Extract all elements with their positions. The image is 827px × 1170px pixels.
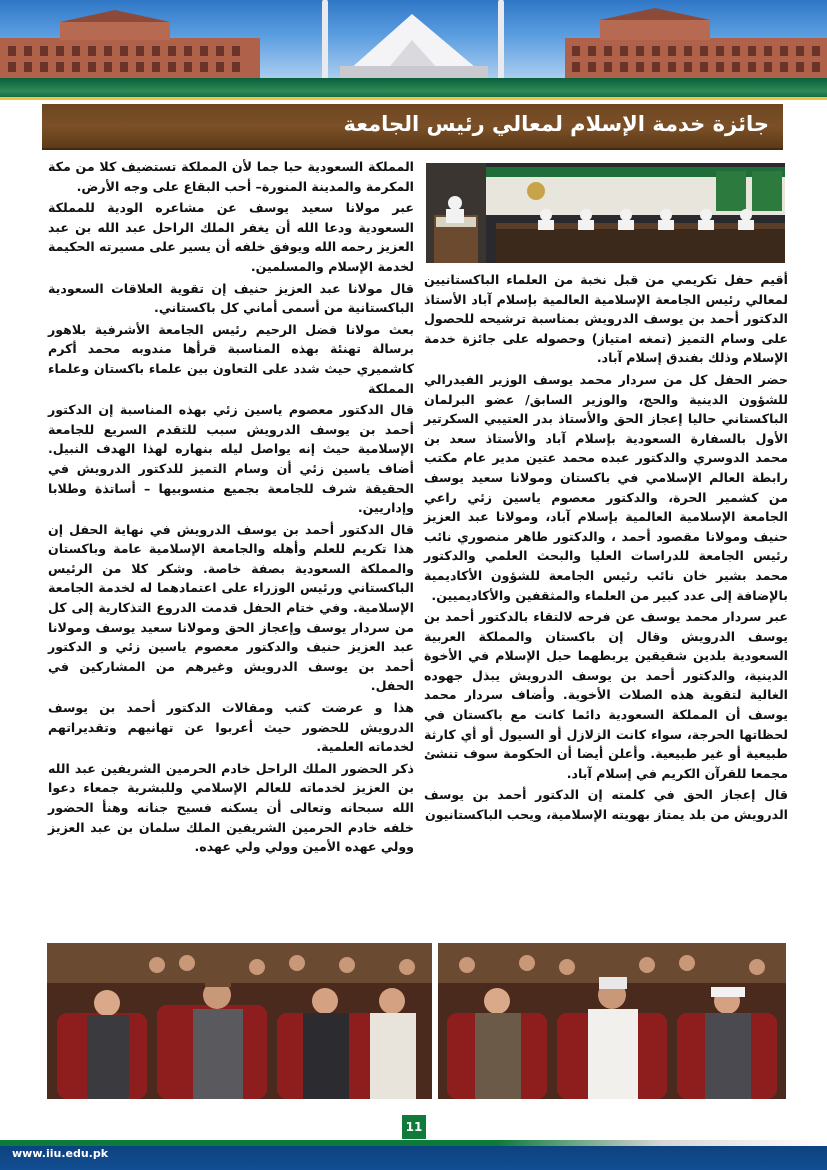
article-column-right (424, 270, 788, 938)
article-title-banner (42, 104, 783, 150)
audience-photo (47, 943, 786, 1099)
conference-stage-illustration (426, 163, 785, 263)
paragraph: عبر مولانا سعيد يوسف عن مشاعره الودية للمملكة السعودية ودعا الله أن يغفر الملك الراحل عبد الله بن عبد العزيز رحمه الله ويوفق خلفه أن يسير على مسيرته الحكيمة لخدمة الإسلام والمسلمين. (48, 200, 414, 274)
article-column-left (48, 157, 414, 932)
paragraph: أقيم حفل تكريمي من قبل نخبة من العلماء الباكستانيين لمعالي رئيس الجامعة الإسلامية العالمية بإسلام آباد الأستاذ الدكتور أحمد بن يوسف الدرويش بمناسبة ترشيحه للحصول على وسام التميز (تمغه امتياز) وحصوله على جائزة خدمة الإسلام وذلك بفندق إسلام آباد. (424, 272, 788, 366)
paragraph: قال الدكتور أحمد بن يوسف الدرويش في نهاية الحفل إن هذا تكريم للعلم وأهله والجامعة الإسلامية عامة وباكستان والمملكة السعودية بصفة خاصة. وشكر كلا من الرئيس الباكستاني ورئيس الوزراء على اعتمادهما له لخدمة الجامعة الإسلامية. وفي ختام الحفل قدمت الدروع التذكارية إلى كل من سردار يوسف وإعجاز الحق ومولانا سعيد يوسف ومولانا عبد العزيز حنيف والدكتور معصوم ياسين زئي و الدكتور أحمد بن يوسف الدرويش وغيرهم من المشاركين في الحفل. (48, 521, 414, 694)
paragraph: بعث مولانا فضل الرحيم رئيس الجامعة الأشرفية بلاهور برسالة تهنئة بهذه المناسبة قرأها مندوبه محمد أكرم كاشميري حيث شدد على التعاون بين علماء باكستان وعلماء المملكة (48, 321, 414, 396)
paragraph: عبر سردار محمد يوسف عن فرحه لالتقاء بالدكتور أحمد بن يوسف الدرويش وقال إن باكستان والمملكة العربية السعودية بلدين شقيقين يربطهما حبل الإسلام في الأخوة الدينية، والدكتور أحمد بن يوسف الدرويش يبذل جهوده الغالية لتقوية هذه الصلات الأخوية. وأضاف سردار محمد يوسف أن المملكة السعودية دائما كانت مع باكستان في لحظاتها الحرجة، سواء كانت الزلازل أو السيول أو أي كارثة طبيعية أو غير طبيعية. وأعلن أيضا أن الحكومة سوف تنشئ مجمعا للقرآن الكريم في إسلام آباد. (424, 609, 788, 781)
footer-band (0, 1140, 827, 1170)
paragraph: حضر الحفل كل من سردار محمد يوسف الوزير الفيدرالي للشؤون الدينية والحج، والوزير السابق/ عضو البرلمان الباكستاني حاليا إعجاز الحق والأستاذ بدر العتيبي السكرتير الأول بالسفارة السعودية بإسلام آباد والأستاذ سعد بن محمد الدوسري والدكتور عبده محمد عتين مدير عام مكتب رابطة العالم الإسلامي في باكستان ومولانا سعيد يوسف من كشمير الحرة، والدكتور معصوم ياسين زئي راعي الجامعة الإسلامية العالمية بإسلام آباد، ومولانا عبد العزيز حنيف ومولانا مقصود أحمد ، والدكتور طاهر منصوري نائب رئيس الجامعة للدراسات العليا والبحث العلمي والدكتور محمد بشير خان نائب رئيس الجامعة للشؤون الأكاديمية بالإضافة إلى عدد كبير من العلماء والمثقفين والأكاديميين. (424, 371, 788, 603)
paragraph: قال مولانا عبد العزيز حنيف إن تقوية العلاقات السعودية الباكستانية من أسمى أماني كل باكستاني. (48, 280, 414, 316)
paragraph: هذا و عرضت كتب ومقالات الدكتور أحمد بن يوسف الدرويش للحضور حيث أعربوا عن تهانيهم وتقديراتهم لخدماته العلمية. (48, 700, 414, 755)
paragraph: قال الدكتور معصوم ياسين زئي بهذه المناسبة إن الدكتور أحمد بن يوسف الدرويش سبب للتقدم السريع للجامعة الإسلامية حيث إنه يواصل ليله بنهاره لهذا الهدف النبيل. أضاف ياسين زئي أن وسام التميز للدكتور الدرويش في الحقيقة شرف للجامعة بجميع منسوبيها – أساتذة وطلابا وإداريين. (48, 402, 414, 516)
page-number: 11 (402, 1115, 426, 1139)
paragraph: المملكة السعودية حبا جما لأن المملكة تستضيف كلا من مكة المكرمة والمدينة المنورة– أحب البقاع على وجه الأرض. (48, 159, 414, 194)
header-green-rule (0, 78, 827, 100)
footer-website-link[interactable]: www.iiu.edu.pk (12, 1147, 109, 1160)
header-photo-band (0, 0, 827, 78)
conference-stage-photo (426, 163, 785, 263)
article-title: جائزة خدمة الإسلام لمعالي رئيس الجامعة (343, 112, 769, 136)
audience-illustration (47, 943, 786, 1099)
paragraph: ذكر الحضور الملك الراحل خادم الحرمين الشريفين عبد الله بن العزيز لخدماته للعالم الإسلامي وللبشرية جمعاء دعوا الله سبحانه وتعالى أن يسكنه فسيح جنانه وهنأ الحضور خلفه خادم الحرمين الشريفين الملك سلمان بن عبد العزيز وولي عهده الأمين وولي ولي عهده. (48, 760, 414, 855)
campus-mosque-illustration (0, 0, 827, 78)
paragraph: قال إعجاز الحق في كلمته إن الدكتور أحمد بن يوسف الدرويش من بلد يمتاز بهويته الإسلامية، ويحب الباكستانيون (424, 787, 788, 823)
